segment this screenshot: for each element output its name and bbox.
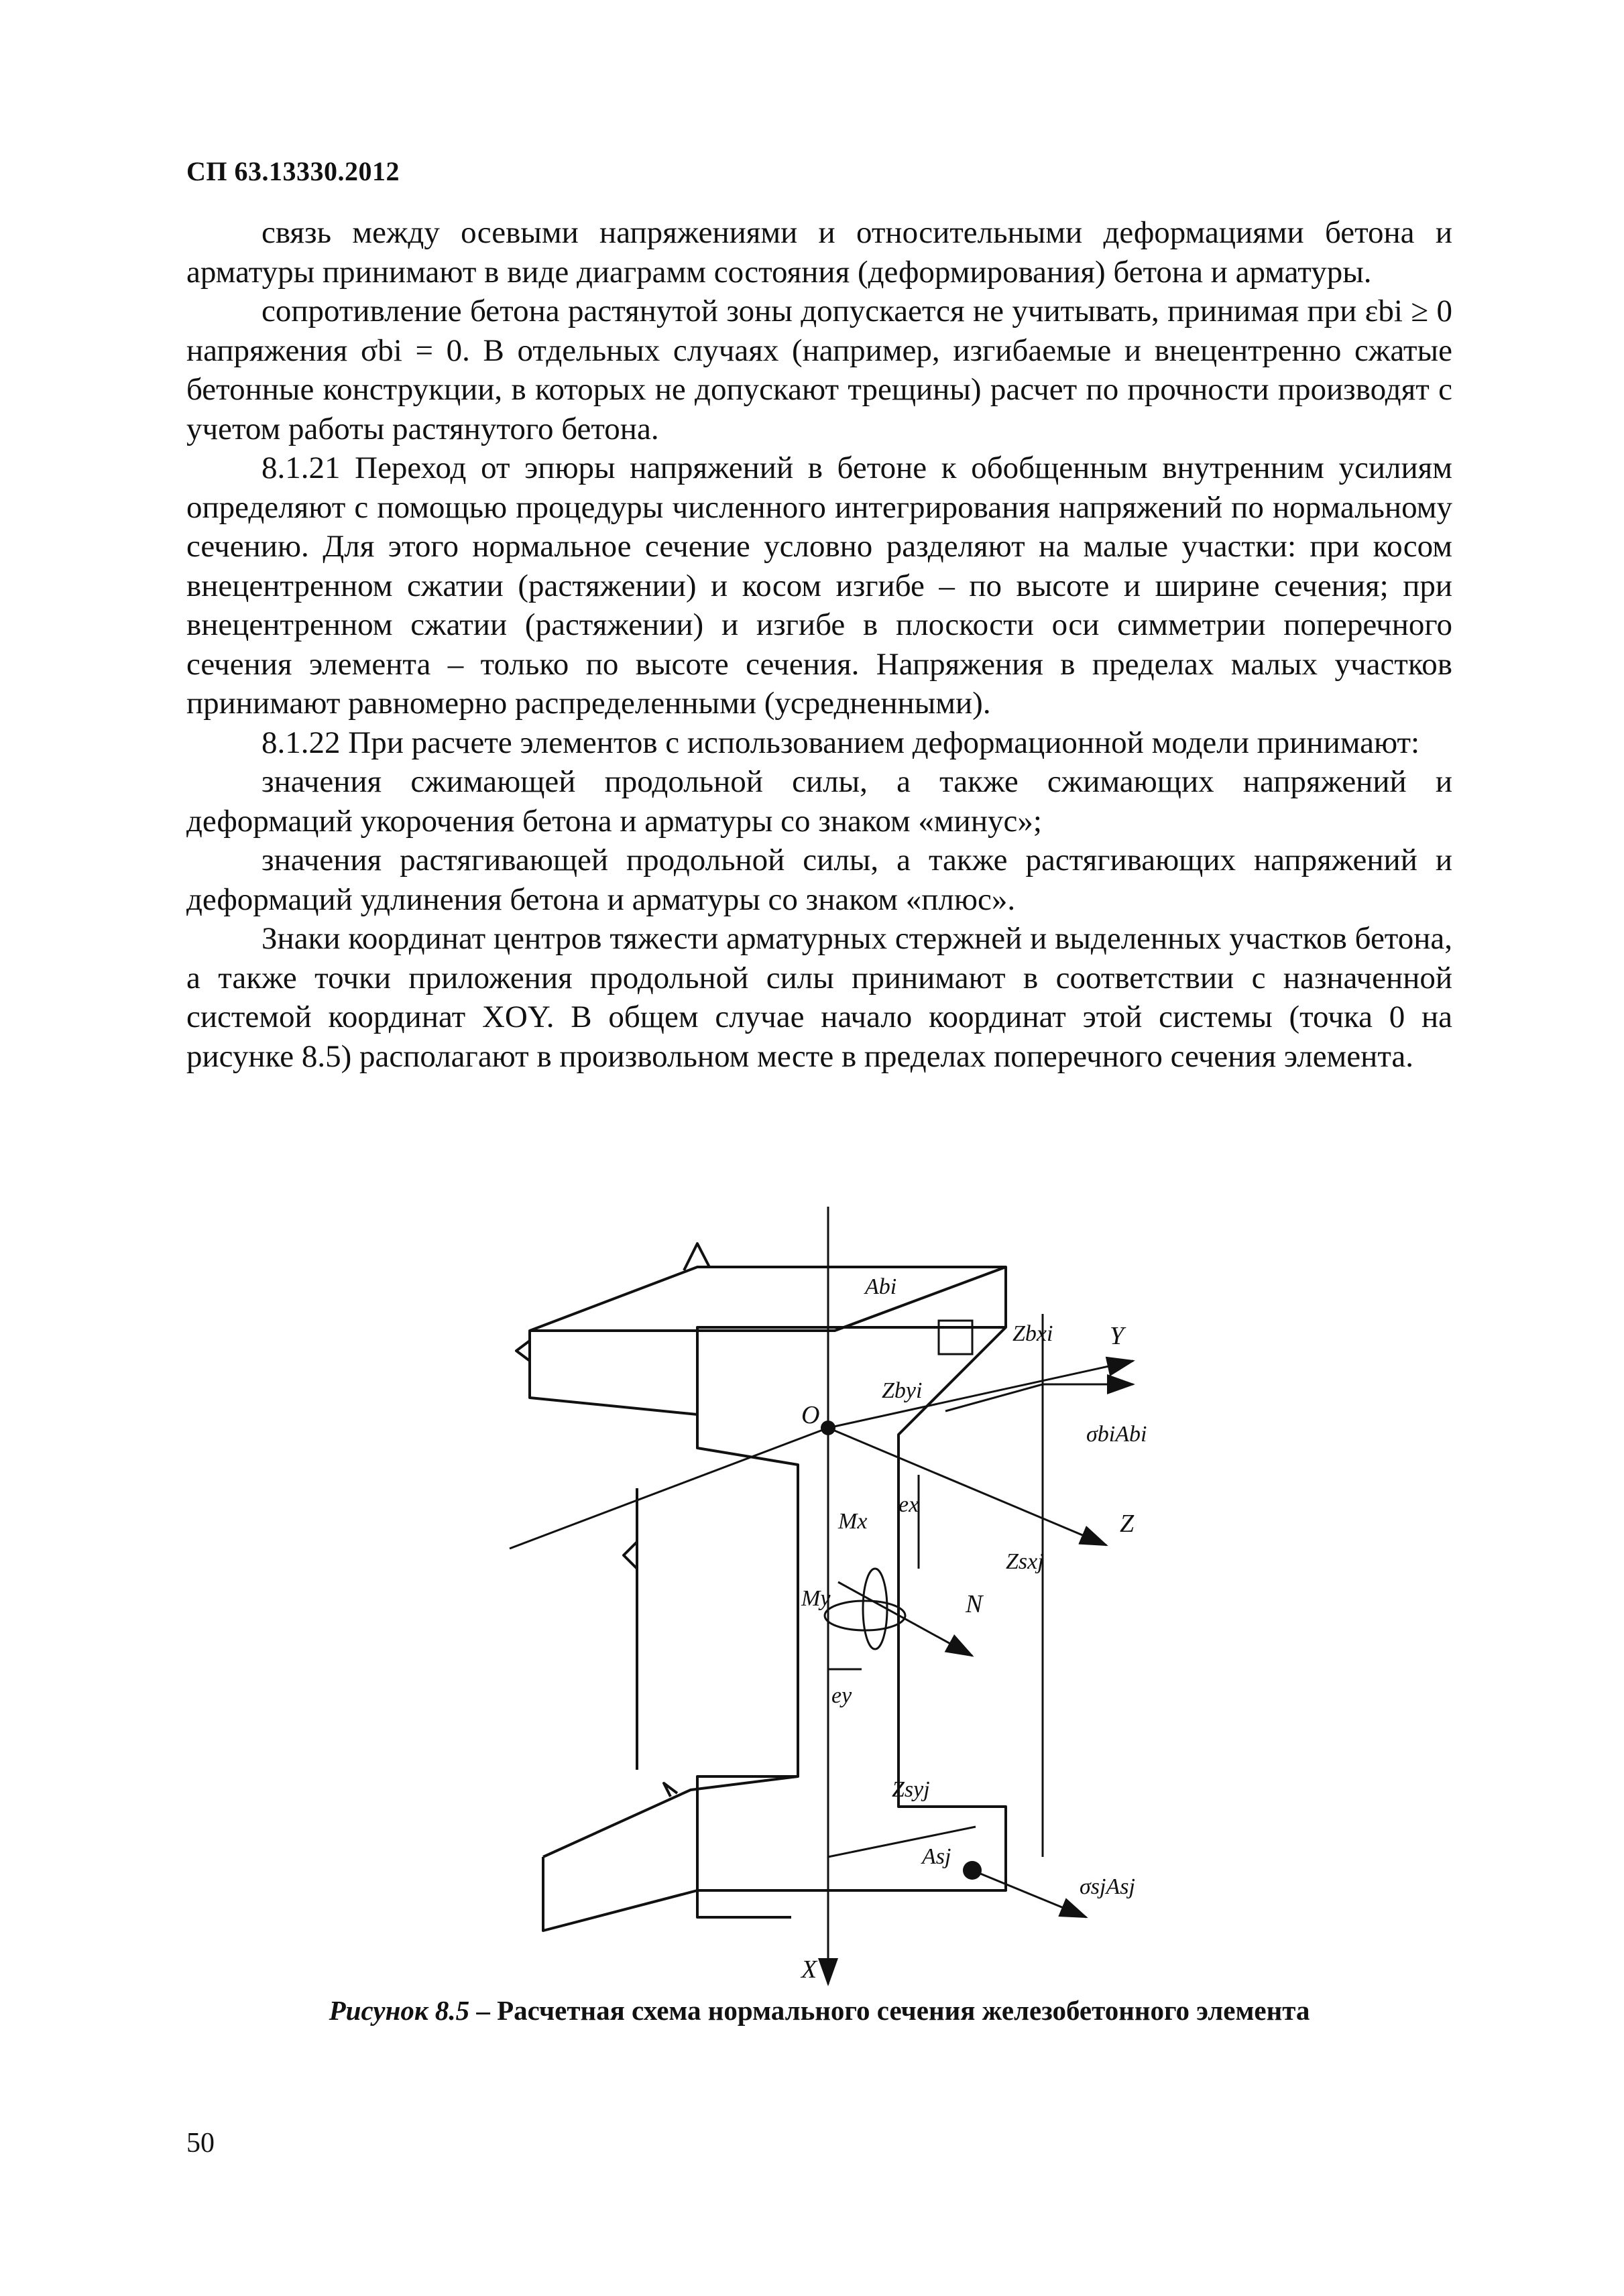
label-mx: Mx [838,1509,868,1534]
label-n: N [966,1590,983,1618]
label-abi: Abi [865,1274,897,1299]
label-ex: ex [898,1492,919,1517]
top-flange-side [530,1331,697,1414]
label-x: X [801,1955,817,1984]
section-outline-top [697,1267,1006,1890]
break-mark-bottom [664,1783,677,1797]
force-n-arrow [838,1582,972,1656]
bottom-flange-side [543,1857,697,1931]
body-text [186,213,1452,1076]
rebar-asj-point [963,1861,982,1880]
paragraph-1: связь между осевыми напряжениями и относительными деформациями бетона и арматуры принимают в виде диаграмм состояния (деформирования) бетона и арматуры. [186,215,1452,290]
label-sigma-sj-asj: σsjAsj [1080,1874,1135,1899]
paragraph-6: значения растягивающей продольной силы, а также растягивающих напряжений и деформаций удлинения бетона и арматуры со знаком «плюс». [186,843,1452,917]
label-y: Y [1110,1322,1124,1350]
figure-caption [186,1994,1452,2027]
axis-z-line [828,1428,1106,1545]
label-my: My [801,1586,831,1611]
label-zsxj: Zsxj [1006,1549,1044,1574]
figure-8-5 [0,1193,1624,2011]
dimension-zsyj [828,1827,976,1857]
paragraph-5: значения сжимающей продольной силы, а также сжимающих напряжений и деформаций укорочения бетона и арматуры со знаком «минус»; [186,764,1452,839]
label-zbyi: Zbyi [882,1378,923,1403]
document-code-header: СП 63.13330.2012 [186,156,400,186]
top-flange-front-face [697,1327,1006,1414]
page-number: 50 [186,2128,215,2159]
label-z: Z [1120,1510,1135,1538]
paragraph-7: Знаки координат центров тяжести арматурных стержней и выделенных участков бетона, а также точки приложения продольной силы принимают в соответствии с назначенной системой координат XOY. В общем случае начало координат этой системы (точка 0 на рисунке 8.5) располагают в произвольном месте в пределах поперечного сечения элемента. [186,921,1452,1074]
caption-text: Расчетная схема нормального сечения железобетонного элемента [497,1995,1310,2026]
axis-z-extension [510,1428,828,1549]
break-mark-left [516,1341,530,1361]
label-zsyj: Zsyj [892,1777,930,1802]
label-zbxi: Zbxi [1012,1321,1053,1346]
section-diagram [0,1193,1624,2011]
top-flange-top-face [530,1267,1006,1331]
label-asj: Asj [922,1844,951,1869]
axis-y-line [828,1361,1133,1428]
break-mark-web [624,1542,637,1569]
label-o: O [801,1401,820,1429]
label-sigma-bi-abi: σbiAbi [1086,1422,1147,1447]
sigma-sj-arrow [972,1870,1086,1917]
caption-dash: – [469,1995,498,2026]
paragraph-4: 8.1.22 При расчете элементов с использованием деформационной модели принимают: [262,725,1420,760]
caption-label: Рисунок 8.5 [329,1995,470,2026]
moment-my-ellipse [863,1569,887,1649]
concrete-element-abi [939,1321,972,1354]
bottom-flange-front [697,1890,791,1917]
paragraph-3: 8.1.21 Переход от эпюры напряжений в бетоне к обобщенным внутренним усилиям определяют с помощью процедуры численного интегрирования напряжений по нормальному сечению. Для этого нормальное сечение условно разделяют на малые участки: при косом внецентренном сжатии (растяжении) и косом изгибе – по высоте и ширине сечения; при внецентренном сжатии (растяжении) и изгибе в плоскости оси симметрии поперечного сечения элемента – только по высоте сечения. Напряжения в пределах малых участков принимают равномерно распределенными (усредненными). [186,450,1452,721]
origin-point [821,1421,835,1435]
label-ey: ey [831,1683,852,1708]
paragraph-2: сопротивление бетона растянутой зоны допускается не учитывать, принимая при εbi ≥ 0 напряжения σbi = 0. В отдельных случаях (например, изгибаемые и внецентренно сжатые бетонные конструкции, в которых не допускают трещины) расчет по прочности производят с учетом работы растянутого бетона. [186,294,1452,446]
